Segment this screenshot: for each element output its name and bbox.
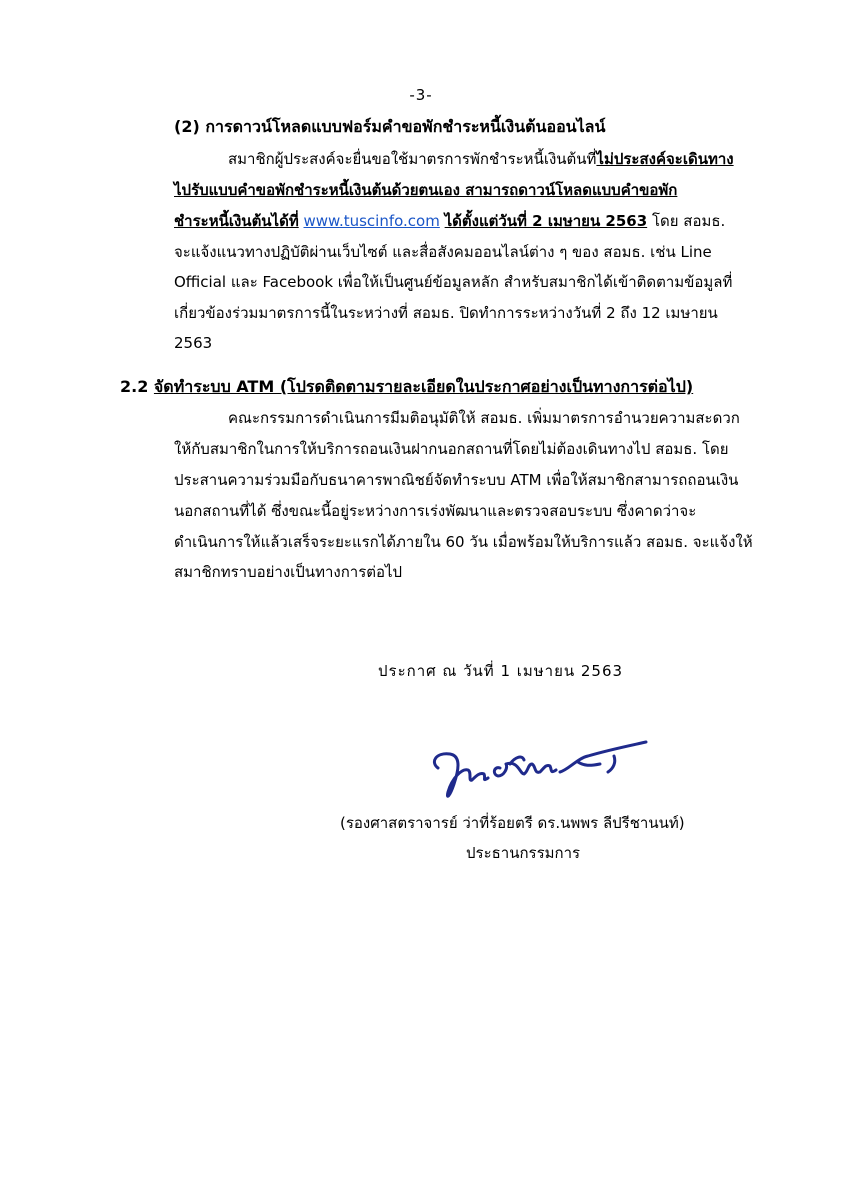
paragraph-text: โดย สอมธ. (651, 212, 726, 230)
section-title: จัดทำระบบ ATM (โปรดติดตามรายละเอียดในประกาศอย่างเป็นทางการต่อไป) (153, 377, 694, 396)
emphasis-text: ไม่ประสงค์จะเดินทาง (596, 150, 734, 168)
paragraph-text: สมาชิกผู้ประสงค์จะยื่นขอใช้มาตรการพักชำระหนี้เงินต้นที่ (228, 150, 597, 168)
emphasis-text: ชำระหนี้เงินต้นได้ที่ (174, 212, 299, 230)
website-link[interactable]: www.tuscinfo.com (303, 212, 440, 230)
page-number: -3- (409, 86, 433, 104)
announcement-date: ประกาศ ณ วันที่ 1 เมษายน 2563 (378, 662, 624, 680)
section1-paragraph-line: ไปรับแบบคำขอพักชำระหนี้เงินต้นด้วยตนเอง สามารถดาวน์โหลดแบบคำขอพัก (174, 181, 678, 199)
section2-paragraph-line: ประสานความร่วมมือกับธนาคารพาณิชย์จัดทำระบบ ATM เพื่อให้สมาชิกสามารถถอนเงิน (174, 471, 739, 489)
section2-paragraph-line: ดำเนินการให้แล้วเสร็จระยะแรกได้ภายใน 60 วัน เมื่อพร้อมให้บริการแล้ว สอมธ. จะแจ้งให้ (174, 533, 753, 551)
section2-paragraph-line: นอกสถานที่ได้ ซึ่งขณะนี้อยู่ระหว่างการเร่งพัฒนาและตรวจสอบระบบ ซึ่งคาดว่าจะ (174, 502, 697, 520)
section1-heading: (2) การดาวน์โหลดแบบฟอร์มคำขอพักชำระหนี้เงินต้นออนไลน์ (174, 117, 606, 136)
section2-heading (120, 376, 693, 398)
signatory-name: (รองศาสตราจารย์ ว่าที่ร้อยตรี ดร.นพพร ลีปรีชานนท์) (340, 814, 685, 832)
section1-paragraph-line: เกี่ยวข้องร่วมมาตรการนี้ในระหว่างที่ สอมธ. ปิดทำการระหว่างวันที่ 2 ถึง 12 เมษายน (174, 304, 718, 322)
section1-paragraph-line (174, 210, 725, 232)
signatory-title: ประธานกรรมการ (466, 844, 581, 862)
section1-paragraph-line: 2563 (174, 334, 213, 352)
emphasis-text: ได้ตั้งแต่วันที่ 2 เมษายน 2563 (444, 212, 648, 230)
section1-paragraph-line (228, 148, 734, 170)
section1-paragraph-line: จะแจ้งแนวทางปฏิบัติผ่านเว็บไซต์ และสื่อสังคมออนไลน์ต่าง ๆ ของ สอมธ. เช่น Line (174, 243, 712, 261)
section1-paragraph-line: Official และ Facebook เพื่อให้เป็นศูนย์ข้อมูลหลัก สำหรับสมาชิกได้เข้าติดตามข้อมูลที่ (174, 273, 733, 291)
signature-image (428, 738, 654, 804)
section2-paragraph-line: คณะกรรมการดำเนินการมีมติอนุมัติให้ สอมธ. เพิ่มมาตรการอำนวยความสะดวก (228, 409, 740, 427)
section2-paragraph-line: สมาชิกทราบอย่างเป็นทางการต่อไป (174, 563, 403, 581)
section-number: 2.2 (120, 377, 149, 396)
section2-paragraph-line: ให้กับสมาชิกในการให้บริการถอนเงินฝากนอกสถานที่โดยไม่ต้องเดินทางไป สอมธ. โดย (174, 440, 729, 458)
